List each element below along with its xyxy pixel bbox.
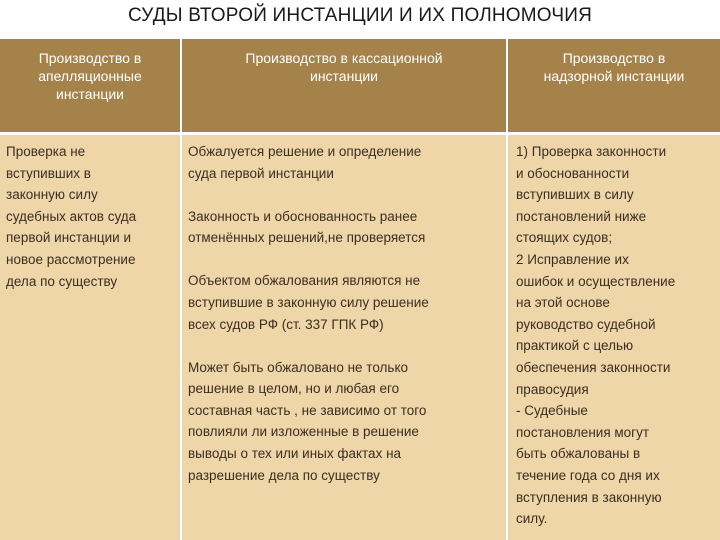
cell-line: на этой основе <box>516 295 610 311</box>
cell-line: вступивших в силу <box>516 187 634 203</box>
cell-line: решение в целом, но и любая его <box>188 381 400 397</box>
header-line: апелляционные <box>38 68 142 84</box>
cell-line: обеспечения законности <box>516 359 671 375</box>
cell-line: - Судебные <box>516 403 588 419</box>
cell-appeal <box>0 135 182 540</box>
cell-paragraph <box>188 357 502 487</box>
header-appeal <box>0 39 182 135</box>
cell-line: выводы о тех или иных фактах на <box>188 446 402 462</box>
cell-line: постановлений ниже <box>516 208 647 224</box>
header-supervisory <box>508 39 720 135</box>
cell-line: судебных актов суда <box>6 208 137 224</box>
cell-line: всех судов РФ (ст. 337 ГПК РФ) <box>188 316 384 332</box>
cell-paragraph <box>188 141 502 184</box>
cell-line: вступивших в <box>6 165 91 181</box>
cell-line: 1) Проверка законности <box>516 144 667 159</box>
header-line: надзорной инстанции <box>543 68 685 84</box>
slide-title: СУДЫ ВТОРОЙ ИНСТАНЦИИ И ИХ ПОЛНОМОЧИЯ <box>127 5 593 26</box>
cell-line: вступившие в законную силу решение <box>188 294 429 310</box>
cell-line: разрешение дела по существу <box>188 467 380 483</box>
cell-line: новое рассмотрение <box>6 251 136 267</box>
cell-line: силу. <box>516 511 548 527</box>
cell-line: Обжалуется решение и определение <box>188 144 422 159</box>
cell-line: практикой с целью <box>516 338 634 354</box>
cell-line: вступления в законную <box>516 489 662 505</box>
header-line: Производство в кассационной <box>245 50 443 66</box>
cell-paragraph <box>188 206 502 249</box>
cell-paragraph <box>188 270 502 335</box>
header-line: Производство в <box>38 50 142 66</box>
header-line: Производство в <box>562 50 666 66</box>
cell-paragraph <box>516 141 716 530</box>
cell-line: повлияли ли изложенные в решение <box>188 424 419 440</box>
cell-line: суда первой инстанции <box>188 165 334 181</box>
cell-line: Объектом обжалования являются не <box>188 273 421 289</box>
cell-line: руководство судебной <box>516 316 656 332</box>
cell-line: ошибок и осуществление <box>516 273 676 289</box>
cell-line: течение года со дня их <box>516 467 660 483</box>
cell-line: дела по существу <box>6 273 118 289</box>
cell-cassation <box>182 135 508 540</box>
cell-line: отменённых решений,не проверяется <box>188 230 426 246</box>
comparison-table <box>0 39 720 540</box>
header-line: инстанции <box>56 86 124 102</box>
header-cassation <box>182 39 508 135</box>
cell-line: 2 Исправление их <box>516 251 629 267</box>
cell-line: и обоснованности <box>516 165 630 181</box>
cell-line: Проверка не <box>6 144 86 159</box>
cell-line: быть обжалованы в <box>516 446 641 462</box>
cell-line: составная часть , не зависимо от того <box>188 402 427 418</box>
cell-line: Законность и обоснованность ранее <box>188 208 418 224</box>
cell-paragraph <box>6 141 176 292</box>
cell-line: стоящих судов; <box>516 230 613 246</box>
cell-line: Может быть обжаловано не только <box>188 359 409 375</box>
cell-line: законную силу <box>6 187 98 203</box>
cell-line: первой инстанции и <box>6 230 131 246</box>
cell-supervisory <box>508 135 720 540</box>
cell-line: постановления могут <box>516 424 650 440</box>
header-line: инстанции <box>310 68 378 84</box>
cell-line: правосудия <box>516 381 589 397</box>
